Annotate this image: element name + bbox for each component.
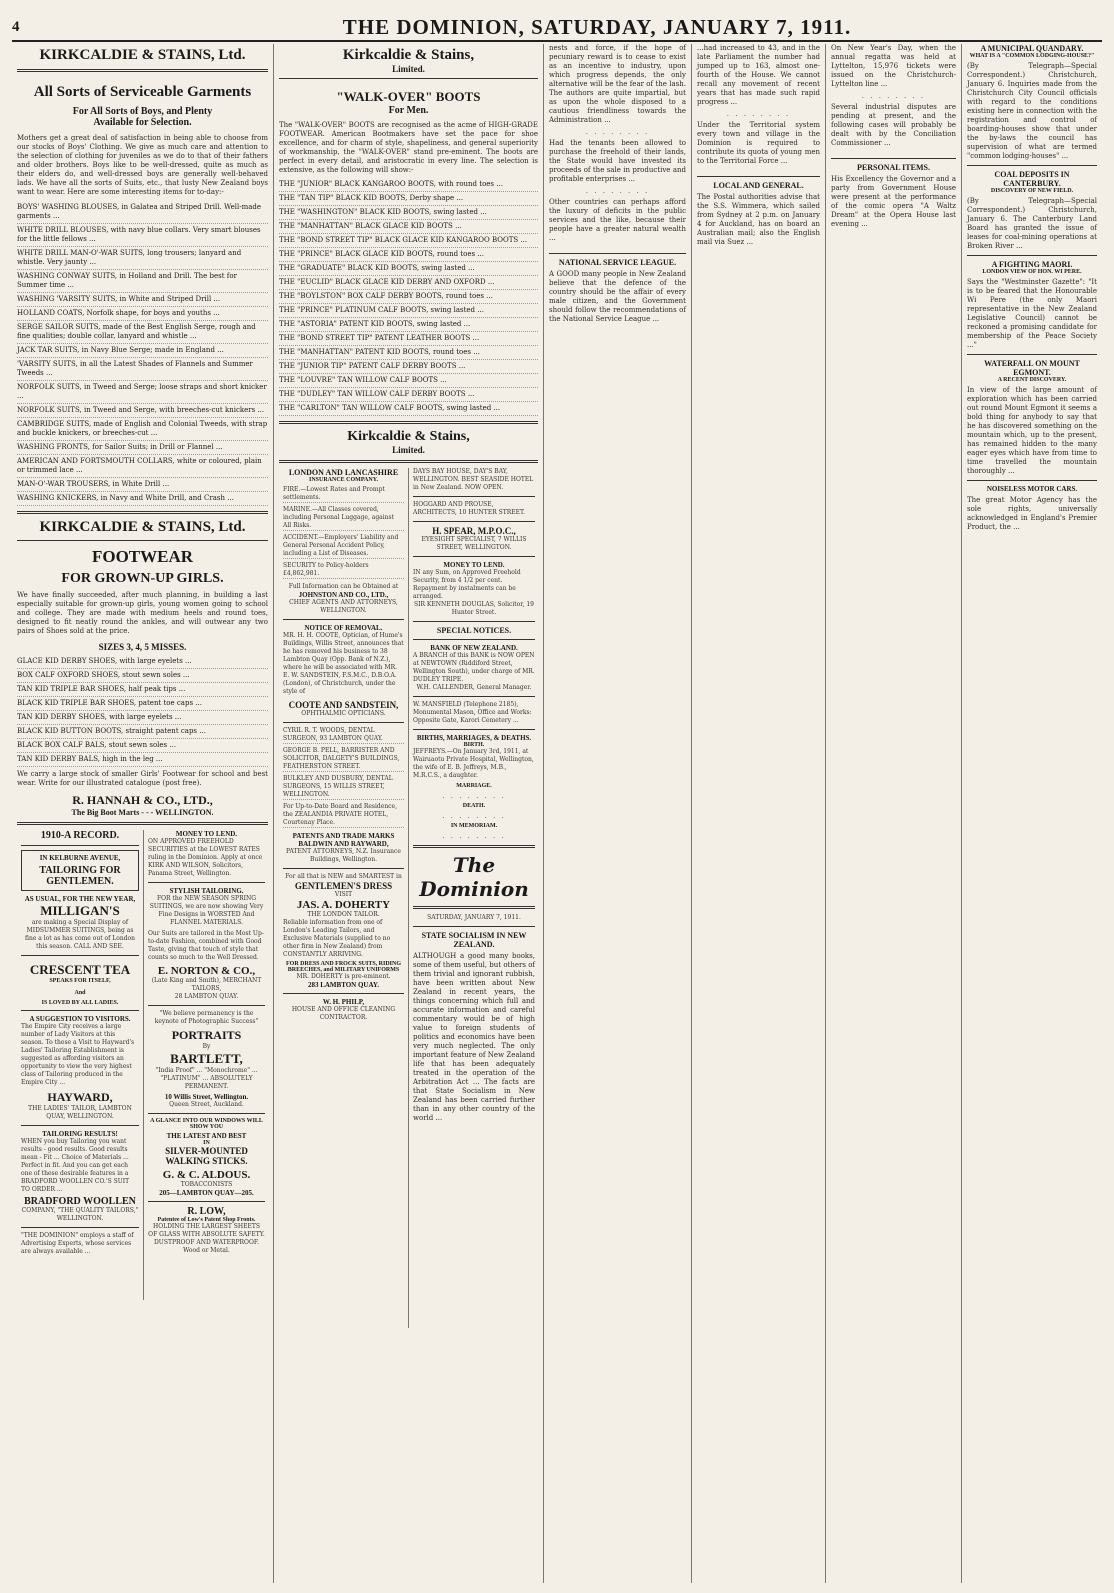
garment-item: CAMBRIDGE SUITS, made of English and Colonial Tweeds, with strap and buckle knickers, or breeches-cut ...	[17, 418, 268, 441]
garment-item: WASHING FRONTS, for Sailor Suits; in Drill or Flannel ...	[17, 441, 268, 455]
motor-head: NOISELESS MOTOR CARS.	[986, 485, 1078, 493]
baldwin-sub: PATENT ATTORNEYS, N.Z. Insurance Buildings, Wellington.	[286, 848, 401, 863]
girls-heading: FOR GROWN-UP GIRLS.	[61, 571, 224, 586]
garment-item: JACK TAR SUITS, in Navy Blue Serge; made in England ...	[17, 344, 268, 358]
coote-sandstein: COOTE AND SANDSTEIN,	[288, 700, 399, 710]
garment-item: 'VARSITY SUITS, in all the Latest Shades of Flannels and Summer Tweeds ...	[17, 358, 268, 381]
shoe-item: BOX CALF OXFORD SHOES, stout sewn soles ...	[17, 669, 268, 683]
bank-text: A BRANCH of this BANK is NOW OPEN at NEWTOWN (Riddiford Street, Wellington South), under charge of MR. DUDLEY TRIPE.	[413, 652, 535, 683]
walkover-heading: "WALK-OVER" BOOTS	[336, 89, 481, 104]
maori-head: A FIGHTING MAORI.	[991, 260, 1073, 269]
personal-items-head: PERSONAL ITEMS.	[857, 163, 930, 172]
boot-item: THE "WASHINGTON" BLACK KID BOOTS, swing lasted ...	[279, 206, 538, 220]
editorial-cont-1: nests and force, if the hope of pecuniary reward is to cease to exist as an incentive to industry, upon which progress depends, the only alternative will be the fear of the lash. The authors are quite impartial, but as upon the whole disposed to a cautious friendliness towards the Administration ...	[549, 44, 686, 124]
bradford: BRADFORD WOOLLEN	[24, 1196, 136, 1207]
in-label: IN	[203, 1140, 210, 1146]
crescent-loved: IS LOVED BY ALL LADIES.	[41, 1000, 119, 1006]
waterfall-sub: A RECENT DISCOVERY.	[997, 377, 1067, 383]
boot-item: THE "PRINCE" PLATINUM CALF BOOTS, swing lasted ...	[279, 304, 538, 318]
coal-sub: DISCOVERY OF NEW FIELD.	[990, 188, 1074, 194]
days-bay: DAYS BAY HOUSE, DAY'S BAY, WELLINGTON. BEST SEASIDE HOTEL in New Zealand. NOW OPEN.	[413, 468, 534, 491]
gentlemens-dress: GENTLEMEN'S DRESS	[294, 881, 393, 891]
memoriam-label: IN MEMORIAM.	[450, 823, 498, 829]
callender: W.H. CALLENDER, General Manager.	[416, 684, 532, 691]
shoe-item: BLACK BOX CALF BALS, stout sewn soles ...	[17, 739, 268, 753]
spear: H. SPEAR, M.P.O.C.,	[432, 526, 516, 536]
doherty-addr: 283 LAMBTON QUAY.	[307, 981, 380, 989]
kirkcaldie-brand-3: Kirkcaldie & Stains,	[342, 47, 475, 63]
boot-list	[279, 178, 538, 416]
insurance-list	[283, 486, 404, 579]
walkover-intro: The "WALK-OVER" BOOTS are recognised as the acme of HIGH-GRADE FOOTWEAR. American Bootmakers have set the pace for shoe excellence, and for charm of style, shapeliness, and general superiority of workmanship, the "WALK-OVER" stand pre-eminent. The boots are perfect in every detail, and aristocratic in every line. The selection is extensive, as the following will show:-	[279, 121, 538, 174]
boot-item: THE "ASTORIA" PATENT KID BOOTS, swing lasted ...	[279, 318, 538, 332]
coal-head: COAL DEPOSITS IN CANTERBURY.	[994, 170, 1070, 188]
as-usual: AS USUAL, FOR THE NEW YEAR,	[24, 895, 136, 903]
kirkcaldie-brand: KIRKCALDIE & STAINS, Ltd.	[39, 47, 246, 63]
local-general-text: The Postal authorities advise that the S.S. Wimmera, which sailed from Sydney at 2 p.m. on January 4 for Auckland, has on board an Australian mail; also the English mail via Suez ...	[697, 193, 820, 246]
doherty-note: MR. DOHERTY is pre-eminent.	[296, 973, 391, 980]
shoe-item: TAN KID DERBY BALS, high in the leg ...	[17, 753, 268, 767]
hayward: HAYWARD,	[47, 1090, 113, 1104]
maori-text: Says the "Westminster Gazette": "It is to be feared that the Honourable Wi Pere (the only Maori representative in the New Zealand Legislative Council) cannot be reckoned a promising candidate for membership of the Peace Society ..."	[967, 278, 1097, 349]
garment-list	[17, 201, 268, 506]
limited-label: Limited.	[392, 64, 425, 74]
insurance-item: ACCIDENT.—Employers' Liability and General Personal Accident Policy, including a List of Diseases.	[283, 534, 404, 559]
bartlett: BARTLETT,	[170, 1051, 243, 1066]
milligans: MILLIGAN'S	[40, 903, 120, 918]
garment-item: WASHING CONWAY SUITS, in Holland and Drill. The best for Summer time ...	[17, 270, 268, 293]
quandary-text: (By Telegraph—Special Correspondent.) Christchurch, January 6. Inquiries made from the Christchurch City Council officials with regard to the conditions existing here in connection with the registration and control of boarding-houses show that under the by-laws the council has supervision of what are termed "common lodging-houses" ...	[967, 62, 1097, 160]
boot-item: THE "TAN TIP" BLACK KID BOOTS, Derby shape ...	[279, 192, 538, 206]
patents-head: PATENTS AND TRADE MARKS	[292, 832, 395, 840]
garment-item: SERGE SAILOR SUITS, made of the Best English Serge, rough and fine qualities; double collar, lanyard and whistle ...	[17, 321, 268, 344]
motor-text: The great Motor Agency has the sole rights, universally acknowledged in England's Premier Product, the ...	[967, 496, 1097, 531]
national-service-text: A GOOD many people in New Zealand believe that the defence of the country should be the affair of every male citizen, and the Government should follow the recommendations of the National Service League ...	[549, 270, 686, 323]
col2-left-ads	[279, 468, 409, 1328]
column-1	[12, 44, 274, 1583]
garment-item: WHITE DRILL MAN-O'-WAR SUITS, long trousers; lanyard and whistle. Very jaunty ...	[17, 247, 268, 270]
boot-item: THE "JUNIOR TIP" PATENT CALF DERBY BOOTS ...	[279, 360, 538, 374]
coal-text: (By Telegraph—Special Correspondent.) Christchurch, January 6. The Canterbury Land Board has granted the issue of leases for coal-mining operations at Broken River ...	[967, 197, 1097, 250]
boot-item: THE "DUDLEY" TAN WILLOW CALF DERBY BOOTS ...	[279, 388, 538, 402]
norton-sub: (Late King and Smith), MERCHANT TAILORS,	[151, 977, 262, 992]
newest: For all that is NEW and SMARTEST in	[285, 873, 402, 880]
crescent-and: And	[74, 990, 86, 996]
money-head: MONEY TO LEND.	[175, 830, 238, 838]
column-4: ...had increased to 43, and in the late Parliament the number had jumped up to 163, almost one-fourth of the House. We cannot recall any movement of recent years that has made such rapid progress ... . . . . . . . . Under the Territorial system every town and village in the Dominion is required to contribute its quota of young men to the Territorial Force ... LOCAL AND GENERAL. The Postal authorities advise that the S.S. Wimmera, which sailed from Sydney at 2 p.m. on January 4 for Auckland, has on board an Australian mail; also the English mail via Suez ...	[692, 44, 826, 1583]
baldwin: BALDWIN AND RAYWARD,	[298, 840, 389, 848]
birth-label: BIRTH.	[463, 742, 485, 748]
editorial-cont-2: Had the tenants been allowed to purchase the freehold of their lands, the State would have invested its proceeds of the sale in productive and profitable enterprises ...	[549, 139, 686, 183]
kirkcaldie-brand-4: Kirkcaldie & Stains,	[347, 429, 470, 444]
hannah-sub: The Big Boot Marts - - - WELLINGTON.	[71, 808, 214, 817]
bmd-text: JEFFREYS.—On January 3rd, 1911, at Wairuaotu Private Hospital, Wellington, the wife of E. B. Jeffreys, M.B., M.R.C.S., a daughter.	[413, 748, 534, 779]
column-2	[274, 44, 544, 1583]
money-text: ON APPROVED FREEHOLD SECURITIES at the LOWEST RATES ruling in the Dominion. Apply at once KIRK AND WILSON, Solicitors, Panama Street, Wellington.	[148, 838, 263, 877]
garments-heading: All Sorts of Serviceable Garments	[33, 84, 252, 100]
marriage-label: MARRIAGE.	[456, 783, 492, 789]
news-item-2: Several industrial disputes are pending at present, and the following cases will probably be dealt with by the Conciliation Commissioner ...	[831, 103, 956, 147]
garment-item: NORFOLK SUITS, in Tweed and Serge; loose straps and short knicker ...	[17, 381, 268, 404]
state-socialism-head: STATE SOCIALISM IN NEW ZEALAND.	[421, 931, 527, 949]
shoe-item: TAN KID DERBY SHOES, with large eyelets ...	[17, 711, 268, 725]
garment-item: AMERICAN AND FORTSMOUTH COLLARS, white or coloured, plain or trimmed lace ...	[17, 455, 268, 478]
photo-note: "We believe permanency is the keynote of Photographic Success"	[154, 1010, 259, 1025]
hunter: SIR KENNETH DOUGLAS, Solicitor, 19 Hunter Street.	[414, 601, 534, 616]
sizes-heading: SIZES 3, 4, 5 MISSES.	[98, 642, 187, 652]
shoe-item: BLACK KID TRIPLE BAR SHOES, patent toe caps ...	[17, 697, 268, 711]
boot-item: THE "BOND STREET TIP" BLACK GLACE KID KANGAROO BOOTS ...	[279, 234, 538, 248]
walking-sticks: SILVER-MOUNTED WALKING STICKS.	[165, 1146, 248, 1166]
suggestion-head: A SUGGESTION TO VISITORS.	[29, 1015, 131, 1023]
garments-sub2: Available for Selection.	[93, 117, 192, 128]
newspaper-title: THE DOMINION, SATURDAY, JANUARY 7, 1911.	[342, 14, 852, 39]
column-5: On New Year's Day, when the annual regatta was held at Lyttelton, 15,976 tickets were issued on the Christchurch-Lyttelton line ... . . . . . . . . Several industrial disputes are pending at present, and the following cases will probably be dealt with by the Conciliation Commissioner ... PERSONAL ITEMS. His Excellency the Governor and a party from Government House were present at the performance of the comic opera "A Waltz Dream" at the Opera House last evening ...	[826, 44, 962, 1583]
small-ad: GEORGE B. PELL, BARRISTER AND SOLICITOR, DALGETY'S BUILDINGS, FEATHERSTON STREET.	[283, 747, 404, 772]
death-label: DEATH.	[462, 803, 486, 809]
garment-item: BOYS' WASHING BLOUSES, in Galatea and Striped Drill. Well-made garments ...	[17, 201, 268, 224]
johnston-sub: CHIEF AGENTS AND ATTORNEYS, WELLINGTON.	[289, 599, 398, 614]
garment-item: HOLLAND COATS, Norfolk shape, for boys and youths ...	[17, 307, 268, 321]
hayward-sub: THE LADIES' TAILOR, LAMBTON QUAY, WELLINGTON.	[28, 1105, 132, 1120]
shoe-item: GLACE KID DERBY SHOES, with large eyelets ...	[17, 655, 268, 669]
garments-intro: Mothers get a great deal of satisfaction in being able to choose from our stocks of Boys' Clothing. We give as much care and attention to the selection of clothing for juveniles as we do to that of their fathers and older brothers. Boys like to be well-dressed, quite as much as their elders do, and well-dressed boys are generally well-behaved lads. We have all the sorts of Suits, etc., that lusty New Zealand boys want to wear. Here are some interesting items for to-day:-	[17, 134, 268, 196]
national-service-head: NATIONAL SERVICE LEAGUE.	[558, 258, 677, 267]
johnston: JOHNSTON AND CO., LTD.,	[298, 591, 389, 599]
aldous-addr: 205—LAMBTON QUAY—205.	[159, 1189, 254, 1197]
bartlett-akl: Queen Street, Auckland.	[169, 1101, 244, 1108]
insurance-info: Full Information can be Obtained at	[288, 583, 399, 590]
for-men: For Men.	[388, 105, 429, 116]
personal-items-text: His Excellency the Governor and a party from Government House were present at the performance of the comic opera "A Waltz Dream" at the Opera House last evening ...	[831, 175, 956, 228]
doherty: JAS. A. DOHERTY	[296, 899, 391, 911]
boot-item: THE "LOUVRE" TAN WILLOW CALF BOOTS ...	[279, 374, 538, 388]
service-cont-1: ...had increased to 43, and in the late Parliament the number had jumped up to 163, almost one-fourth of the House. We cannot recall any movement of recent years that has made such rapid progress ...	[697, 44, 820, 106]
state-socialism-text: ALTHOUGH a good many books, some of them useful, but others of them trivial and ignorant rubbish, have been written about New Zealand in recent years, the things concerning which full and accurate information and careful commentary would be of high value to foreign students of politics and economics have been very much neglected. The only important feature of New Zealand life that has been adequately treated in the operation of the Arbitration Act ... The facts are that State Socialism in New Zealand has been carried further than in any other country of the world ...	[413, 952, 535, 1122]
waterfall-text: In view of the large amount of exploration which has been carried out round Mount Egmont it seems a bold thing for anybody to say that he has discovered something on the mountain which, up to the present, has remained hidden to the many eager eyes which have from time to time travelled the mountain thoroughly ...	[967, 386, 1097, 475]
aldous: G. & C. ALDOUS.	[162, 1169, 251, 1181]
doherty-text: Reliable information from one of London's Leading Tailors, and Exclusive Materials (supplied to no other firm in New Zealand) from CONSTANTLY ARRIVING.	[283, 919, 391, 958]
news-item-1: On New Year's Day, when the annual regatta was held at Lyttelton, 15,976 tickets were issued on the Christchurch-Lyttelton line ...	[831, 44, 956, 88]
latest-best: THE LATEST AND BEST	[166, 1132, 247, 1140]
garment-item: WHITE DRILL BLOUSES, with navy blue collars. Very smart blouses for the little fellows ...	[17, 224, 268, 247]
shoe-item: BLACK KID BUTTON BOOTS, straight patent caps ...	[17, 725, 268, 739]
quandary-head: A MUNICIPAL QUANDARY.	[980, 44, 1084, 53]
coote-sub: OPHTHALMIC OPTICIANS.	[301, 710, 386, 717]
garment-item: WASHING 'VARSITY SUITS, in White and Striped Drill ...	[17, 293, 268, 307]
special-notices: SPECIAL NOTICES.	[436, 626, 512, 635]
stylish-text2: Our Suits are tailored in the Most Up-to-date Fashion, combined with Good Taste, giving that touch of style that counts so much to the Well Dressed.	[148, 930, 264, 961]
stylish-head: STYLISH TAILORING.	[169, 887, 244, 895]
boot-item: THE "BOND STREET TIP" PATENT LEATHER BOOTS ...	[279, 332, 538, 346]
removal-text: MR. H. H. COOTE, Optician, of Hume's Buildings, Willis Street, announces that he has removed his business to 38 Lambton Quay (Opp. Bank of N.Z.), where he will be associated with MR. E. W. SANDSTEIN, F.S.M.C., D.B.O.A. (London), of Christchurch, under the style of	[283, 632, 404, 695]
small-ad: CYRIL R. T. WOODS, DENTAL SURGEON, 93 LAMBTON QUAY.	[283, 727, 404, 744]
service-cont-2: Under the Territorial system every town and village in the Dominion is required to contribute its quota of young men to the Territorial Force ...	[697, 121, 820, 165]
doherty-sub: THE LONDON TAILOR.	[307, 911, 380, 918]
crescent-tea: CRESCENT TEA	[29, 962, 131, 977]
garment-item: MAN-O'-WAR TROUSERS, in White Drill ...	[17, 478, 268, 492]
page-number: 4	[12, 18, 20, 35]
philp-sub: HOUSE AND OFFICE CLEANING CONTRACTOR.	[291, 1006, 396, 1021]
suggestion-text: The Empire City receives a large number of Lady Visitors at this season. To these a Visit to Hayward's Ladies' Tailoring Establishment is suggested as affording visitors an opportunity to view the very highest class of Tailoring produced in the Empire City ...	[21, 1023, 135, 1086]
girls-text: We have finally succeeded, after much planning, in building a last especially suitable for grown-up girls, young women going to school and college. They are made with medium heels and round toes, designed to fit neatly round the ankles, and will outwear any two pairs of Shoes sold at the price.	[17, 591, 268, 635]
tailoring-results: TAILORING RESULTS!	[42, 1130, 118, 1138]
stylish-text: FOR the NEW SEASON SPRING SUITINGS, we are now showing Very Fine Designs in WORSTED And FLANNEL MATERIALS.	[149, 895, 264, 926]
bank-nz: BANK OF NEW ZEALAND.	[430, 644, 518, 652]
garment-item: WASHING KNICKERS, in Navy and White Drill, and Crash ...	[17, 492, 268, 506]
boot-item: THE "BOYLSTON" BOX CALF DERBY BOOTS, round toes ...	[279, 290, 538, 304]
dominion-note: "THE DOMINION" employs a staff of Advertising Experts, whose services are always available ...	[21, 1232, 134, 1255]
column-3: nests and force, if the hope of pecuniary reward is to cease to exist as an incentive to industry, upon which progress depends, the only alternative will be the fear of the lash. The authors are quite impartial, but as upon the whole disposed to a cautious friendliness towards the Administration ... . . . . . . . . Had the tenants been allowed to purchase the freehold of their lands, the State would have invested its proceeds of the sale in productive and profitable enterprises ... . . . . . . . . Other countries can perhaps afford the luxury of deficits in the public services and the like, because their people have a greater natural wealth ... NATIONAL SERVICE LEAGUE. A GOOD many people in New Zealand believe that the defence of the country should be the affair of every male citizen, and the Government should follow the recommendations of the National Service League ...	[544, 44, 692, 1583]
portraits: PORTRAITS	[171, 1028, 242, 1042]
record-heading: 1910-A RECORD.	[40, 830, 120, 841]
col2-right: DAYS BAY HOUSE, DAY'S BAY, WELLINGTON. BEST SEASIDE HOTEL in New Zealand. NOW OPEN. HOGGARD AND PROUSE, ARCHITECTS, 10 HUNTER STREET. H. SPEAR, M.P.O.C., EYESIGHT SPECIALIST, 7 WILLIS STREET, WELLINGTON. MONEY TO LEND. IN any Sum, on Approved Freehold Security, from 4 1/2 per cent. Repayment by instalments can be arranged. SIR KENNETH DOUGLAS, Solicitor, 19 Hunter Street. SPECIAL NOTICES. BANK OF NEW ZEALAND. A BRANCH of this BANK is NOW OPEN at NEWTOWN (Riddiford Street, Wellington South), under charge of MR. DUDLEY TRIPE. W.H. CALLENDER, General Manager. W. MANSFIELD (Telephone 2185), Monumental Mason, Office and Works: Opposite Gate, Karori Cemetery ... BIRTHS, MARRIAGES, & DEATHS. BIRTH. JEFFREYS.—On January 3rd, 1911, at Wairuaotu Private Hospital, Wellington, the wife of E. B. Jeffreys, M.B., M.R.C.S., a daughter. MARRIAGE. . . . . . . . . DEATH. . . . . . . . . IN MEMORIAM. . . . . . . . . The Dominion SATURDAY, JANUARY 7, 1911. STATE SOCIALISM IN NEW ZEALAND. ALTHOUGH a good many books, some of them useful, but others of them trivial and ignorant rubbish, have been written about New Zealand in recent years, the things concerning which full and accurate information and careful commentary would be of high value to foreign students of politics and economics have been very much neglected. The only important feature of New Zealand life that has been adequately treated in the operation of the Arbitration Act ... The facts are that State Socialism in New Zealand has been carried further than in any other country of the world ...	[413, 468, 535, 1122]
dominion-nameplate: The Dominion	[419, 853, 529, 901]
philp: W. H. PHILP,	[322, 998, 365, 1006]
col1-right-ads	[144, 830, 269, 1300]
column-6	[962, 44, 1102, 1583]
shoe-list	[17, 655, 268, 767]
insurance-item: SECURITY to Policy-holders £4,862,981.	[283, 562, 404, 579]
crescent-sub: SPEAKS FOR ITSELF,	[49, 978, 111, 984]
tailoring-gentlemen: TAILORING FOR GENTLEMEN.	[39, 865, 121, 887]
local-general-head: LOCAL AND GENERAL.	[713, 181, 804, 190]
milligans-text: are making a Special Display of MIDSUMMER SUITINGS, being as fine a lot as has come out of London this season. CALL AND SEE.	[24, 919, 136, 950]
col1-left-ads	[17, 830, 144, 1300]
hoggard: HOGGARD AND PROUSE, ARCHITECTS, 10 HUNTER STREET.	[413, 501, 526, 516]
bartlett-addr: 10 Willis Street, Wellington.	[164, 1093, 249, 1101]
london-lancashire: LONDON AND LANCASHIRE	[288, 468, 399, 477]
spear-sub: EYESIGHT SPECIALIST, 7 WILLIS STREET, WELLINGTON.	[421, 536, 527, 551]
small-ads	[283, 727, 404, 828]
boot-item: THE "CARLTON" TAN WILLOW CALF BOOTS, swing lasted ...	[279, 402, 538, 416]
small-ad: For Up-to-Date Board and Residence, the ZEALANDIA PRIVATE HOTEL, Courtenay Place.	[283, 803, 404, 828]
issue-date: SATURDAY, JANUARY 7, 1911.	[427, 914, 521, 921]
maori-sub: LONDON VIEW OF HON. WI PERE.	[982, 269, 1082, 275]
garments-sub1: For All Sorts of Boys, and Plenty	[72, 106, 213, 117]
boot-item: THE "MANHATTAN" BLACK GLACE KID BOOTS ...	[279, 220, 538, 234]
insurance-company: INSURANCE COMPANY.	[308, 477, 378, 483]
births-heading: BIRTHS, MARRIAGES, & DEATHS.	[416, 734, 532, 742]
removal-head: NOTICE OF REMOVAL.	[304, 624, 383, 632]
insurance-item: MARINE.—All Classes covered, including Personal Luggage, against All Risks.	[283, 506, 404, 531]
low: R. LOW,	[187, 1206, 226, 1217]
bradford-sub: COMPANY, "THE QUALITY TAILORS," WELLINGTON.	[21, 1207, 139, 1222]
hannah-title: R. HANNAH & CO., LTD.,	[72, 793, 213, 807]
low-text: HOLDING THE LARGEST SHEETS OF GLASS WITH ABSOLUTE SAFETY. DUSTPROOF AND WATERPROOF. Wood or Metal.	[148, 1223, 265, 1254]
waterfall-head: WATERFALL ON MOUNT EGMONT.	[984, 359, 1080, 377]
masthead	[12, 14, 1102, 42]
limited-label-2: Limited.	[392, 445, 425, 455]
money-lend-2: MONEY TO LEND.	[443, 561, 505, 569]
quandary-sub: WHAT IS A "COMMON LODGING-HOUSE?"	[969, 53, 1095, 59]
insurance-item: FIRE.—Lowest Rates and Prompt settlements.	[283, 486, 404, 503]
norton-addr: 28 LAMBTON QUAY.	[174, 993, 239, 1000]
money-text-2: IN any Sum, on Approved Freehold Security, from 4 1/2 per cent. Repayment by instalments can be arranged.	[413, 569, 521, 600]
garment-item: NORFOLK SUITS, in Tweed and Serge, with breeches-cut knickers ...	[17, 404, 268, 418]
kirkcaldie-brand-2: KIRKCALDIE & STAINS, Ltd.	[39, 519, 246, 535]
norton: E. NORTON & CO.,	[157, 965, 256, 977]
small-ad: BULKLEY AND DUSBURY, DENTAL SURGEONS, 15 WILLIS STREET, WELLINGTON.	[283, 775, 404, 800]
boot-item: THE "MANHATTAN" PATENT KID BOOTS, round toes ...	[279, 346, 538, 360]
glance: A GLANCE INTO OUR WINDOWS WILL SHOW YOU	[150, 1118, 263, 1130]
boot-item: THE "GRADUATE" BLACK KID BOOTS, swing lasted ...	[279, 262, 538, 276]
footwear-heading: FOOTWEAR	[91, 547, 194, 566]
boot-item: THE "JUNIOR" BLACK KANGAROO BOOTS, with round toes ...	[279, 178, 538, 192]
bartlett-text: "India Proof" ... "Monochrome" ... "PLATINUM" ... ABSOLUTELY PERMANENT.	[155, 1067, 258, 1090]
shoe-item: TAN KID TRIPLE BAR SHOES, half peak tips ...	[17, 683, 268, 697]
aldous-sub: TOBACCONISTS	[180, 1181, 233, 1188]
editorial-cont-3: Other countries can perhaps afford the luxury of deficits in the public services and the like, because their people have a greater natural wealth ...	[549, 198, 686, 242]
low-sub: Patentee of Low's Patent Shop Fronts.	[157, 1217, 256, 1223]
visit: VISIT	[334, 891, 353, 898]
shoes-note: We carry a large stock of smaller Girls' Footwear for school and best wear. Write for our illustrated catalogue (post free).	[17, 770, 268, 787]
portraits-by: By	[202, 1043, 211, 1050]
tailoring-results-text: WHEN you buy Tailoring you want results - good results. Good results mean - Fit ... Choice of Materials ... Perfect in fit. And you can get each one of these desirable features in a BRADFORD WOOLLEN CO.'S SUIT TO ORDER ...	[21, 1138, 130, 1193]
frock-suits: FOR DRESS AND FROCK SUITS, RIDING BREECHES, and MILITARY UNIFORMS	[285, 961, 402, 973]
mansfield: W. MANSFIELD (Telephone 2185), Monumental Mason, Office and Works: Opposite Gate, Karori Cemetery ...	[413, 701, 532, 724]
boot-item: THE "EUCLID" BLACK GLACE KID DERBY AND OXFORD ...	[279, 276, 538, 290]
kelburne: IN KELBURNE AVENUE,	[39, 854, 121, 862]
boot-item: THE "PRINCE" BLACK GLACE KID BOOTS, round toes ...	[279, 248, 538, 262]
